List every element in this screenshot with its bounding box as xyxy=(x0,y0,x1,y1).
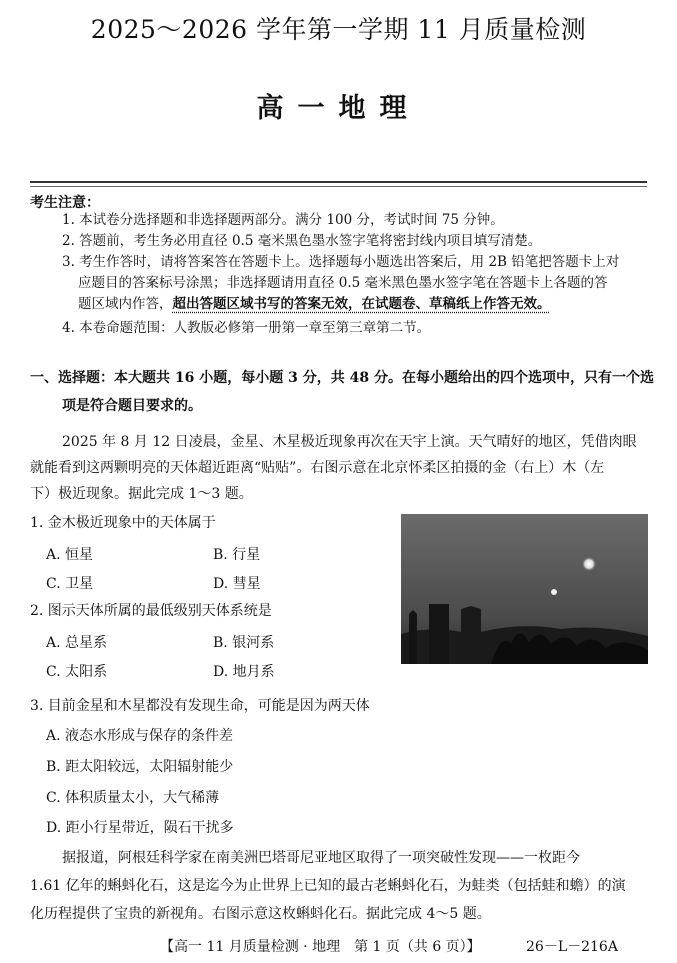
notice-item-1: 1. 本试卷分选择题和非选择题两部分。满分 100 分，考试时间 75 分钟。 xyxy=(62,212,504,228)
question-3-stem: 3. 目前金星和木星都没有发现生命，可能是因为两天体 xyxy=(30,698,370,714)
notice-heading: 考生注意： xyxy=(30,195,100,211)
page-footer: 【高一 11 月质量检测 · 地理 第 1 页（共 6 页）】 xyxy=(160,939,481,955)
question-3-option-a: A. 液态水形成与保存的条件差 xyxy=(46,728,234,744)
passage1-line3: 下）极近现象。据此完成 1～3 题。 xyxy=(30,486,253,502)
question-3-option-b: B. 距太阳较远，太阳辐射能少 xyxy=(46,759,234,775)
question-2-option-b: B. 银河系 xyxy=(213,635,275,651)
question-1-option-d: D. 彗星 xyxy=(213,576,261,592)
question-1-option-b: B. 行星 xyxy=(213,547,261,563)
question-2-option-d: D. 地月系 xyxy=(213,664,275,680)
header-rule-thin xyxy=(30,186,647,187)
header-rule xyxy=(30,181,647,183)
passage2-line1: 据报道，阿根廷科学家在南美洲巴塔哥尼亚地区取得了一项突破性发现——一枚距今 xyxy=(62,850,580,866)
exam-title: 2025～2026 学年第一学期 11 月质量检测 xyxy=(90,15,587,44)
question-1-option-c: C. 卫星 xyxy=(46,576,94,592)
question-1-option-a: A. 恒星 xyxy=(46,547,94,563)
night-sky-image xyxy=(401,514,648,664)
question-2-stem: 2. 图示天体所属的最低级别天体系统是 xyxy=(30,603,272,619)
subject-title: 高一地理 xyxy=(256,93,421,124)
section-heading: 一、选择题：本大题共 16 小题，每小题 3 分，共 48 分。在每小题给出的四个选项中，只有一个选 xyxy=(30,370,654,386)
question-3-option-c: C. 体积质量太小，大气稀薄 xyxy=(46,790,220,806)
venus-icon xyxy=(582,557,596,571)
notice-item-3-cont2-text: 题区域内作答， xyxy=(78,296,173,312)
question-3-option-d: D. 距小行星带近，陨石干扰多 xyxy=(46,820,234,836)
passage1-line1: 2025 年 8 月 12 日凌晨，金星、木星极近现象再次在天宇上演。天气晴好的地区，凭借肉眼 xyxy=(62,434,637,450)
notice-item-2: 2. 答题前，考生务必用直径 0.5 毫米黑色墨水签字笔将密封线内项目填写清楚。 xyxy=(62,233,542,249)
venus-jupiter-photo xyxy=(401,514,648,664)
notice-emphasis: 超出答题区域书写的答案无效，在试题卷、草稿纸上作答无效。 xyxy=(172,296,551,312)
question-2-option-a: A. 总星系 xyxy=(46,635,108,651)
jupiter-icon xyxy=(551,589,557,595)
passage2-line3: 化历程提供了宝贵的新视角。右图示意这枚蝌蚪化石。据此完成 4～5 题。 xyxy=(30,906,491,922)
notice-item-3-cont1: 应题目的答案标号涂黑；非选择题请用直径 0.5 毫米黑色墨水签字笔在答题卡上各题的答 xyxy=(78,275,608,291)
notice-item-3: 3. 考生作答时，请将答案答在答题卡上。选择题每小题选出答案后，用 2B 铅笔把答题卡上对 xyxy=(62,254,620,270)
notice-item-4: 4. 本卷命题范围：人教版必修第一册第一章至第三章第二节。 xyxy=(62,320,431,336)
question-2-option-c: C. 太阳系 xyxy=(46,664,108,680)
notice-item-3-cont2 xyxy=(78,294,551,315)
question-1-stem: 1. 金木极近现象中的天体属于 xyxy=(30,515,216,531)
passage2-line2: 1.61 亿年的蝌蚪化石，这是迄今为止世界上已知的最古老蝌蚪化石，为蛙类（包括蛙和蟾）的演 xyxy=(30,878,626,894)
section-heading-cont: 项是符合题目要求的。 xyxy=(62,398,202,414)
paper-code: 26－L－216A xyxy=(526,939,618,955)
passage1-line2: 就能看到这两颗明亮的天体超近距离“贴贴”。右图示意在北京怀柔区拍摄的金（右上）木（左 xyxy=(30,460,605,476)
